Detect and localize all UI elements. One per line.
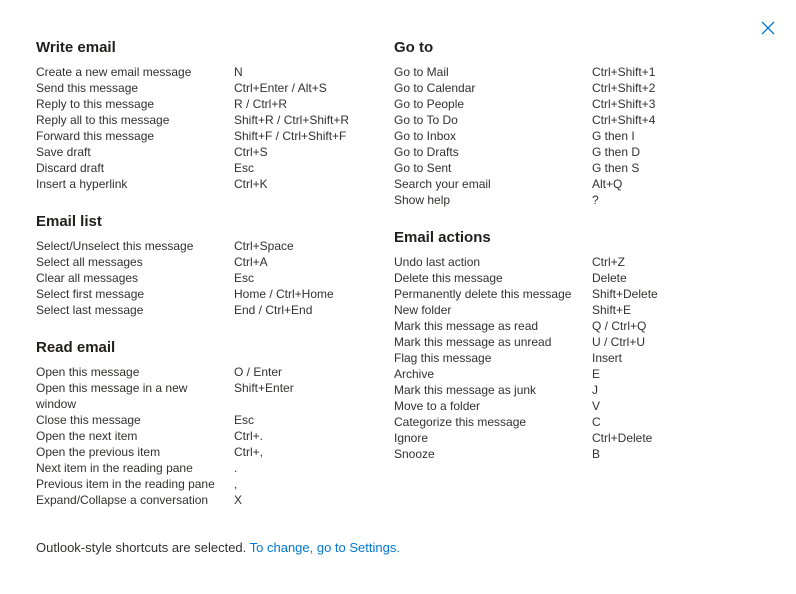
shortcut-row: [394, 398, 734, 414]
shortcut-label: Reply to this message: [36, 97, 155, 111]
shortcut-row: [394, 430, 734, 446]
settings-link[interactable]: To change, go to Settings.: [249, 540, 400, 555]
section-heading: Go to: [394, 39, 434, 56]
shortcut-key: Shift+Delete: [592, 287, 658, 301]
shortcut-label: Mark this message as read: [394, 319, 539, 333]
shortcut-key: Shift+F / Ctrl+Shift+F: [234, 129, 347, 143]
shortcut-key: J: [592, 383, 598, 397]
shortcut-key: .: [234, 461, 238, 475]
shortcut-row: [394, 112, 734, 128]
shortcut-key: C: [592, 415, 601, 429]
shortcut-label: Open the previous item: [36, 445, 161, 459]
shortcut-label: Go to To Do: [394, 113, 458, 127]
shortcut-row: [36, 302, 376, 318]
shortcut-row: [394, 350, 734, 366]
shortcut-row: [36, 492, 376, 508]
shortcut-label: Mark this message as unread: [394, 335, 552, 349]
shortcut-key: Delete: [592, 271, 627, 285]
shortcut-key: Shift+R / Ctrl+Shift+R: [234, 113, 350, 127]
shortcut-key: Shift+E: [592, 303, 632, 317]
shortcut-row: [394, 318, 734, 334]
shortcut-label: Forward this message: [36, 129, 155, 143]
shortcut-label: New folder: [394, 303, 452, 317]
shortcut-label: Save draft: [36, 145, 91, 159]
shortcut-row: [36, 160, 376, 176]
shortcut-key: Ctrl+Shift+2: [592, 81, 656, 95]
shortcut-row: [394, 334, 734, 350]
shortcut-key: E: [592, 367, 601, 381]
shortcut-row: [36, 238, 376, 254]
shortcut-label: Flag this message: [394, 351, 492, 365]
shortcut-row: [36, 80, 376, 96]
shortcut-key: G then D: [592, 145, 641, 159]
footer-text: Outlook-style shortcuts are selected.: [36, 540, 250, 555]
shortcut-key: Ctrl+Z: [592, 255, 625, 269]
shortcut-row: [394, 270, 734, 286]
shortcut-row: [394, 286, 734, 302]
shortcut-key: O / Enter: [234, 365, 283, 379]
shortcut-section-email-actions: [394, 228, 734, 462]
shortcut-key: Ctrl+K: [234, 177, 268, 191]
section-heading: Email list: [36, 213, 102, 230]
shortcut-row: [36, 96, 376, 112]
shortcut-row: [36, 270, 376, 286]
shortcut-key: Ctrl+Shift+4: [592, 113, 656, 127]
close-icon: [760, 20, 776, 36]
shortcut-label: Close this message: [36, 413, 141, 427]
shortcut-label: Delete this message: [394, 271, 503, 285]
shortcut-row: [36, 176, 376, 192]
shortcut-key: Home / Ctrl+Home: [234, 287, 334, 301]
shortcut-key: N: [234, 65, 243, 79]
shortcut-label: Insert a hyperlink: [36, 177, 128, 191]
shortcut-key: Ctrl+.: [234, 429, 264, 443]
shortcut-label: Go to Drafts: [394, 145, 459, 159]
shortcut-label: Open this message: [36, 365, 140, 379]
shortcut-label: Clear all messages: [36, 271, 139, 285]
section-heading: Email actions: [394, 229, 491, 246]
section-heading: Read email: [36, 339, 116, 356]
shortcut-key: Insert: [592, 351, 623, 365]
shortcut-label: Mark this message as junk: [394, 383, 537, 397]
shortcut-label: Go to Sent: [394, 161, 452, 175]
shortcut-row: [394, 176, 734, 192]
shortcut-label: Reply all to this message: [36, 113, 170, 127]
shortcut-row: [36, 128, 376, 144]
shortcut-row: [36, 112, 376, 128]
shortcut-label: Expand/Collapse a conversation: [36, 493, 209, 507]
shortcut-key: V: [592, 399, 601, 413]
shortcut-row: [394, 80, 734, 96]
shortcut-key: Ctrl+A: [234, 255, 268, 269]
shortcut-section-email-list: [36, 212, 376, 318]
shortcut-key: X: [234, 493, 243, 507]
shortcut-label: Permanently delete this message: [394, 287, 572, 301]
shortcut-key: R / Ctrl+R: [234, 97, 288, 111]
shortcut-label: Snooze: [394, 447, 435, 461]
shortcut-row: [394, 160, 734, 176]
shortcut-label: Categorize this message: [394, 415, 527, 429]
shortcut-key: Ctrl+Delete: [592, 431, 653, 445]
shortcut-label: Create a new email message: [36, 65, 192, 79]
shortcut-label: Go to Inbox: [394, 129, 457, 143]
shortcut-key: ?: [592, 193, 599, 207]
shortcut-row: [394, 414, 734, 430]
shortcut-label: Archive: [394, 367, 435, 381]
shortcut-label: Previous item in the reading pane: [36, 477, 215, 491]
shortcut-row: [394, 446, 734, 462]
shortcut-key: U / Ctrl+U: [592, 335, 646, 349]
shortcut-label: Go to Calendar: [394, 81, 476, 95]
shortcut-label: Select/Unselect this message: [36, 239, 194, 253]
shortcut-label: Discard draft: [36, 161, 105, 175]
shortcut-key: Esc: [234, 161, 255, 175]
shortcut-section-go-to: [394, 38, 734, 208]
shortcut-label: Ignore: [394, 431, 429, 445]
shortcut-row: [394, 144, 734, 160]
shortcut-label: Select first message: [36, 287, 145, 301]
shortcut-key: G then S: [592, 161, 640, 175]
shortcut-row: [394, 192, 734, 208]
shortcut-key: Q / Ctrl+Q: [592, 319, 647, 333]
shortcut-row: [36, 476, 376, 492]
shortcut-key: Shift+Enter: [234, 381, 294, 395]
shortcut-key: Alt+Q: [592, 177, 623, 191]
shortcut-label: Move to a folder: [394, 399, 481, 413]
shortcut-label: Show help: [394, 193, 451, 207]
shortcut-key: Ctrl+Enter / Alt+S: [234, 81, 327, 95]
shortcut-label: Select all messages: [36, 255, 143, 269]
shortcut-label: Send this message: [36, 81, 139, 95]
shortcut-label: Go to People: [394, 97, 465, 111]
shortcut-row: [394, 302, 734, 318]
shortcut-key: Ctrl+Space: [234, 239, 294, 253]
shortcut-row: [36, 380, 376, 412]
shortcut-label: Select last message: [36, 303, 144, 317]
shortcut-row: [36, 254, 376, 270]
shortcut-label: Open this message in a new window: [36, 381, 188, 411]
shortcut-section-read-email: [36, 338, 376, 508]
shortcut-key: B: [592, 447, 601, 461]
shortcut-row: [394, 96, 734, 112]
shortcut-row: [394, 128, 734, 144]
shortcut-label: Next item in the reading pane: [36, 461, 193, 475]
footer-note: [36, 540, 400, 556]
shortcut-section-write-email: [36, 38, 376, 192]
shortcut-key: Ctrl+Shift+1: [592, 65, 656, 79]
shortcut-key: G then I: [592, 129, 635, 143]
shortcut-row: [36, 144, 376, 160]
shortcut-row: [394, 382, 734, 398]
shortcut-row: [36, 428, 376, 444]
close-button[interactable]: [760, 20, 776, 36]
shortcut-label: Go to Mail: [394, 65, 449, 79]
shortcut-key: Ctrl+,: [234, 445, 264, 459]
shortcut-row: [394, 64, 734, 80]
shortcut-label: Search your email: [394, 177, 491, 191]
shortcut-row: [36, 444, 376, 460]
shortcut-key: Esc: [234, 413, 255, 427]
shortcut-row: [36, 286, 376, 302]
shortcut-label: Undo last action: [394, 255, 481, 269]
section-heading: Write email: [36, 39, 116, 56]
shortcut-row: [394, 366, 734, 382]
shortcut-key: Esc: [234, 271, 255, 285]
shortcut-row: [36, 460, 376, 476]
shortcut-label: Open the next item: [36, 429, 138, 443]
shortcut-key: Ctrl+S: [234, 145, 268, 159]
shortcut-row: [36, 64, 376, 80]
shortcut-row: [394, 254, 734, 270]
shortcut-key: ,: [234, 477, 238, 491]
shortcut-key: End / Ctrl+End: [234, 303, 313, 317]
shortcut-key: Ctrl+Shift+3: [592, 97, 656, 111]
shortcut-row: [36, 412, 376, 428]
shortcut-row: [36, 364, 376, 380]
